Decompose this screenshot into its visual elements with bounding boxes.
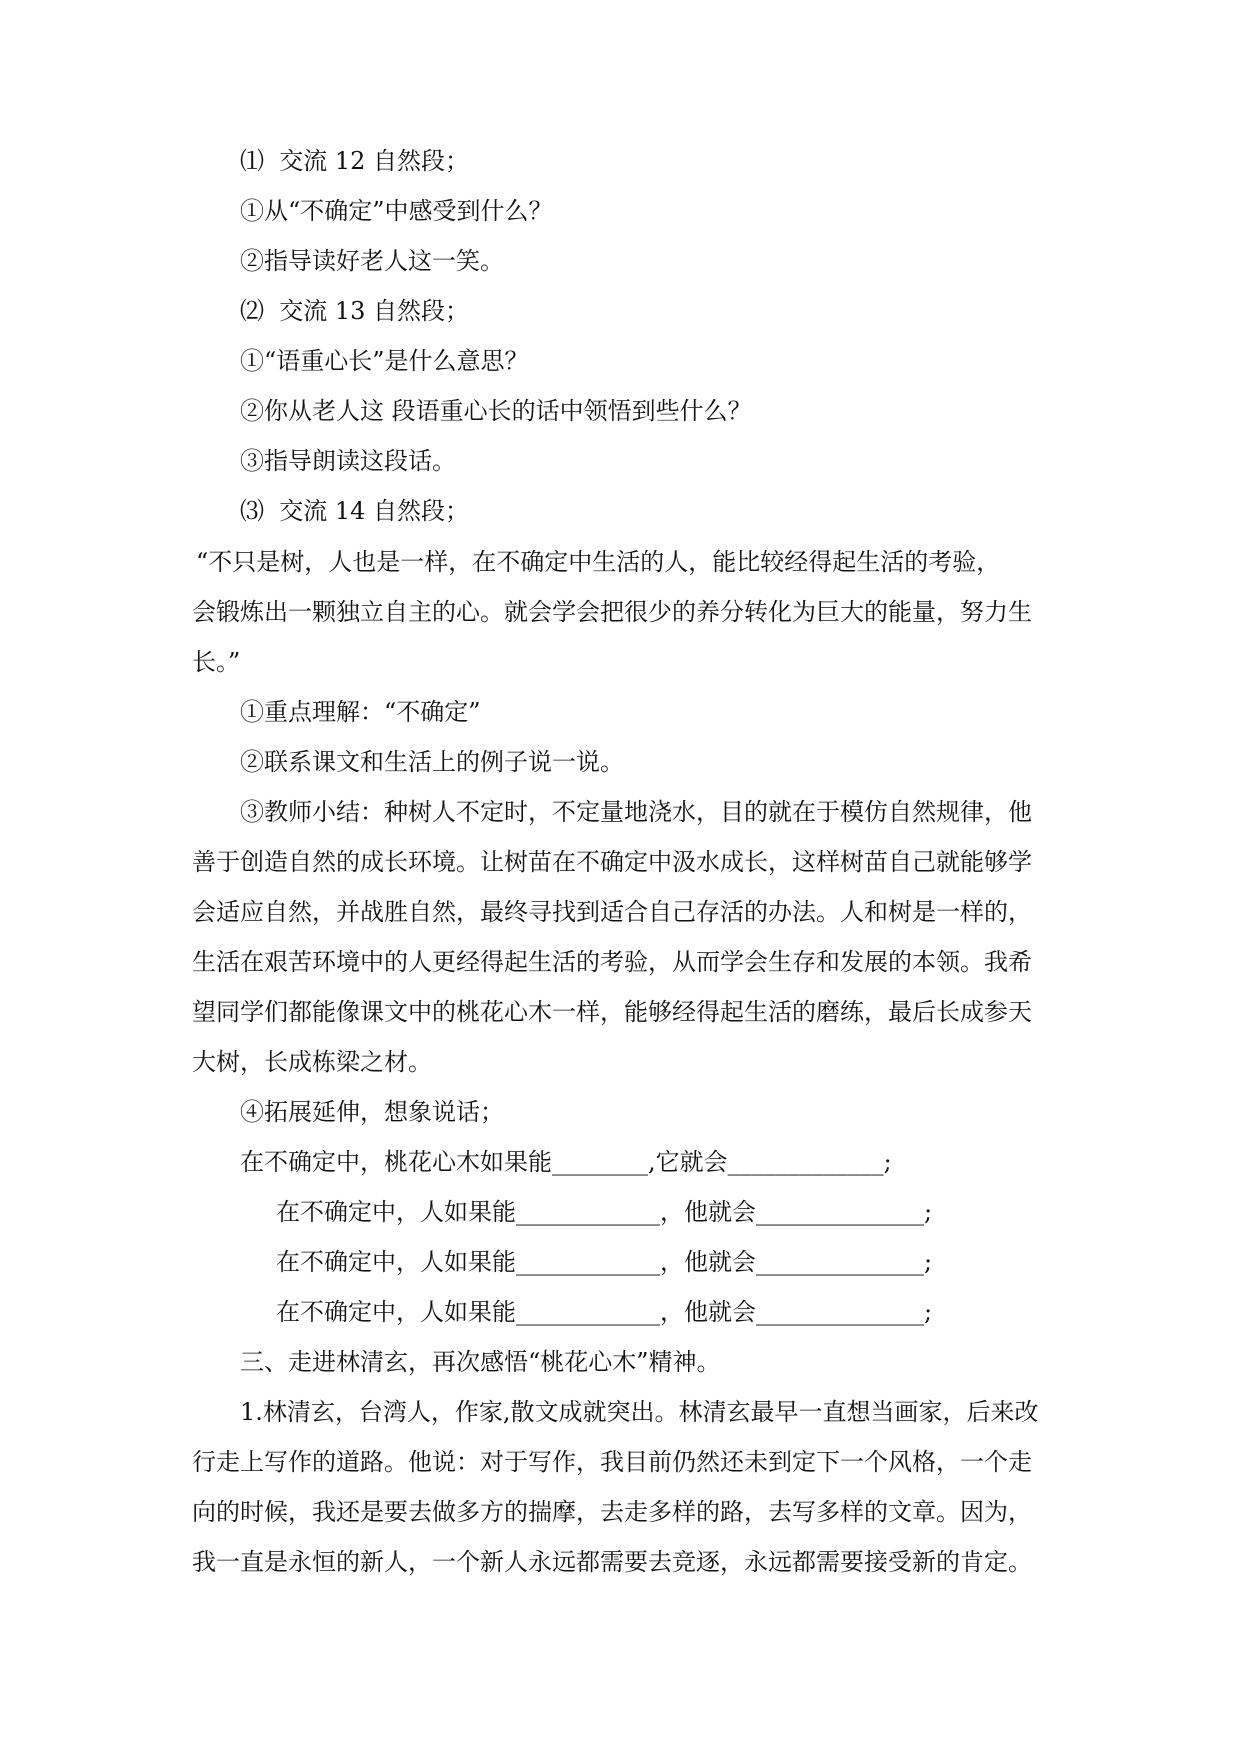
text-line: 1.林清玄，台湾人，作家,散文成就突出。林清玄最早一直想当画家，后来改 — [240, 1398, 1039, 1426]
text-line: ④拓展延伸，想象说话； — [240, 1098, 504, 1126]
text-line: 会适应自然，并战胜自然，最终寻找到适合自己存活的办法。人和树是一样的， — [192, 898, 1032, 926]
text-line: 三、走进林清玄，再次感悟“桃花心木”精神。 — [240, 1348, 721, 1376]
text-line: 善于创造自然的成长环境。让树苗在不确定中汲水成长，这样树苗自己就能够学 — [192, 848, 1032, 876]
text-line: ⑶ 交流 14 自然段； — [240, 497, 470, 525]
text-line: ②联系课文和生活上的例子说一说。 — [240, 748, 624, 776]
text-line: 生活在艰苦环境中的人更经得起生活的考验，从而学会生存和发展的本领。我希 — [192, 948, 1032, 976]
text-line: “不只是树，人也是一样，在不确定中生活的人，能比较经得起生活的考验， — [196, 548, 1001, 576]
text-line: 会锻炼出一颗独立自主的心。就会学会把很少的养分转化为巨大的能量，努力生 — [192, 598, 1032, 626]
text-line: 在不确定中，人如果能____________，他就会______________; — [276, 1248, 933, 1276]
text-line: ①从“不确定”中感受到什么？ — [240, 197, 553, 225]
text-line: ②指导读好老人这一笑。 — [240, 247, 504, 275]
text-line: 向的时候，我还是要去做多方的揣摩，去走多样的路，去写多样的文章。因为， — [192, 1498, 1032, 1526]
text-line: 我一直是永恒的新人，一个新人永远都需要去竞逐，永远都需要接受新的肯定。 — [192, 1548, 1032, 1576]
text-line: ⑵ 交流 13 自然段； — [240, 297, 470, 325]
text-line: 在不确定中，人如果能____________，他就会______________; — [276, 1298, 933, 1326]
text-line: 在不确定中，桃花心木如果能________,它就会_____________; — [240, 1148, 892, 1176]
text-line: 长。” — [192, 648, 241, 676]
text-line: ⑴ 交流 12 自然段； — [240, 147, 470, 175]
text-line: 大树，长成栋梁之材。 — [192, 1048, 432, 1076]
text-line: ③指导朗读这段话。 — [240, 447, 456, 475]
text-line: ③教师小结：种树人不定时，不定量地浇水，目的就在于模仿自然规律，他 — [240, 798, 1032, 826]
text-line: 望同学们都能像课文中的桃花心木一样，能够经得起生活的磨练，最后长成参天 — [192, 998, 1032, 1026]
text-line: ②你从老人这 段语重心长的话中领悟到些什么？ — [240, 397, 752, 425]
text-line: ①“语重心长”是什么意思？ — [240, 347, 529, 375]
text-line: 行走上写作的道路。他说：对于写作，我目前仍然还未到定下一个风格，一个走 — [192, 1448, 1032, 1476]
text-line: ①重点理解：“不确定” — [240, 698, 481, 726]
text-line: 在不确定中，人如果能____________，他就会______________; — [276, 1198, 933, 1226]
